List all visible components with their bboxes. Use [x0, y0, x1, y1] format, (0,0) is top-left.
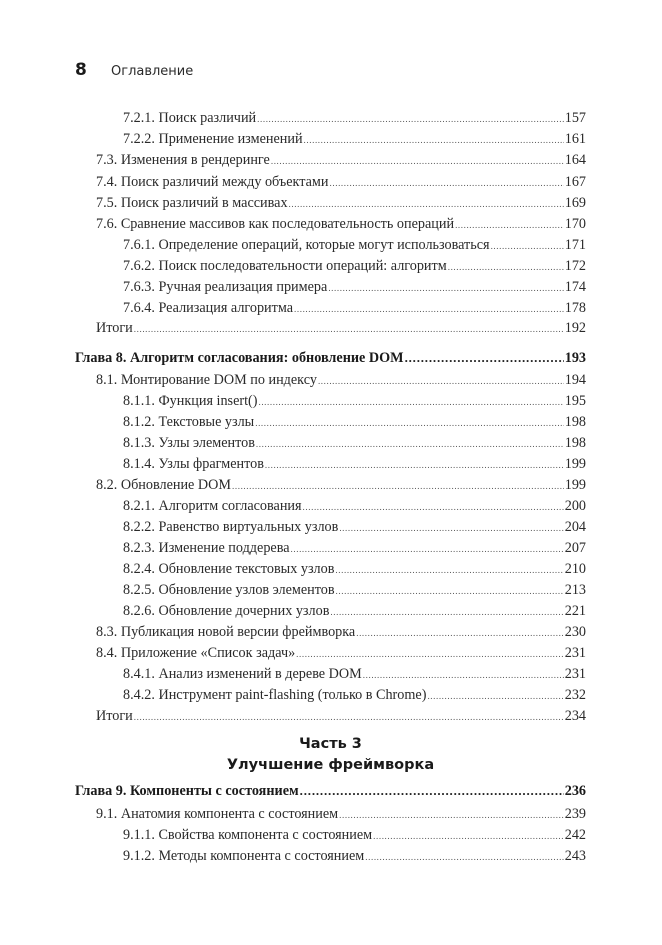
toc-entry-page: 234: [564, 708, 586, 724]
toc-entry-page: 199: [564, 477, 586, 493]
running-head: [75, 60, 193, 82]
part-title: Улучшение фреймворка: [226, 757, 435, 773]
dot-leader: [257, 109, 564, 129]
dot-leader: [491, 236, 564, 256]
toc-entry-page: 231: [564, 666, 586, 682]
toc-entry: [75, 706, 586, 726]
toc-entry: [75, 391, 586, 411]
toc-entry: [75, 580, 586, 600]
toc-entry-page: 199: [564, 456, 586, 472]
toc-entry-page: 221: [564, 603, 586, 619]
dot-leader: [304, 130, 564, 150]
dot-leader: [294, 299, 564, 319]
toc-entry: [75, 601, 586, 621]
toc-entry-label: Итоги: [96, 708, 133, 724]
dot-leader: [271, 151, 564, 171]
dot-leader: [339, 518, 563, 538]
toc-entry: [75, 664, 586, 684]
toc-entry-label: Глава 9. Компоненты с состоянием: [75, 783, 299, 799]
dot-leader: [373, 826, 564, 846]
toc-entry: [75, 256, 586, 276]
toc-entry-page: 164: [564, 152, 586, 168]
toc-entry-label: 7.4. Поиск различий между объектами: [96, 174, 329, 190]
dot-leader: [330, 602, 563, 622]
toc-entry-page: 172: [564, 258, 586, 274]
toc-entry-page: 178: [564, 300, 586, 316]
toc-entry-label: 8.2.3. Изменение поддерева: [123, 540, 290, 556]
toc-entry-label: 7.6.1. Определение операций, которые могут использоваться: [123, 237, 490, 253]
dot-leader: [336, 581, 564, 601]
toc-entry-page: 193: [564, 350, 586, 366]
dot-leader: [258, 392, 563, 412]
dot-leader: [255, 413, 563, 433]
toc-entry-page: 174: [564, 279, 586, 295]
toc-entry-label: 8.2.4. Обновление текстовых узлов: [123, 561, 335, 577]
toc-entry-page: 171: [564, 237, 586, 253]
toc-entry: [75, 643, 586, 663]
dot-leader: [265, 455, 564, 475]
toc-entry-label: 8.4.1. Анализ изменений в дереве DOM: [123, 666, 362, 682]
toc-entry-label: 8.2.6. Обновление дочерних узлов: [123, 603, 330, 619]
toc-entry-label: 7.5. Поиск различий в массивах: [96, 195, 288, 211]
toc-entry-label: 8.1.1. Функция insert(): [123, 393, 258, 409]
dot-leader: [291, 539, 564, 559]
dot-leader: [356, 623, 563, 643]
toc-entry-page: 198: [564, 414, 586, 430]
toc-entry: [75, 193, 586, 213]
toc-entry-label: 8.4. Приложение «Список задач»: [96, 645, 296, 661]
toc-entry-label: Глава 8. Алгоритм согласования: обновление DOM: [75, 350, 404, 366]
dot-leader: [256, 434, 564, 454]
dot-leader: [289, 194, 564, 214]
toc-entry-label: 8.2.2. Равенство виртуальных узлов: [123, 519, 339, 535]
toc-entry-label: 7.6.2. Поиск последовательности операций: алгоритм: [123, 258, 447, 274]
toc-entry-page: 243: [564, 848, 586, 864]
toc-entry-page: 195: [564, 393, 586, 409]
toc-entry: [75, 235, 586, 255]
toc-entry-label: 8.4.2. Инструмент paint-flashing (только в Chrome): [123, 687, 427, 703]
toc-entry-page: 198: [564, 435, 586, 451]
toc-entry-label: 7.6.4. Реализация алгоритма: [123, 300, 294, 316]
toc-entry-label: 8.1.2. Текстовые узлы: [123, 414, 255, 430]
running-head-title: Оглавление: [111, 64, 194, 79]
toc-entry-label: 9.1.2. Методы компонента с состоянием: [123, 848, 365, 864]
toc-entry-page: 200: [564, 498, 586, 514]
toc-entry-label: 8.2.1. Алгоритм согласования: [123, 498, 302, 514]
dot-leader: [232, 476, 564, 496]
dot-leader: [455, 215, 564, 235]
part-number: Часть 3: [299, 736, 362, 752]
dot-leader: [339, 805, 564, 825]
toc-entry: [75, 454, 586, 474]
toc-entry: [75, 412, 586, 432]
toc-entry-page: 167: [564, 174, 586, 190]
dot-leader: [335, 560, 563, 580]
toc-entry-page: 192: [564, 320, 586, 336]
toc-entry-label: 8.1.4. Узлы фрагментов: [123, 456, 264, 472]
toc-entry-page: 207: [564, 540, 586, 556]
toc-entry-label: 7.2.2. Применение изменений: [123, 131, 303, 147]
dot-leader: [303, 497, 564, 517]
dot-leader: [296, 644, 564, 664]
toc-entry: [75, 496, 586, 516]
dot-leader: [134, 319, 564, 339]
toc-entry-page: 230: [564, 624, 586, 640]
toc-entry-label: 9.1.1. Свойства компонента с состоянием: [123, 827, 373, 843]
dot-leader: [328, 278, 563, 298]
toc-entry: [75, 318, 586, 338]
toc-entry-label: 8.2. Обновление DOM: [96, 477, 232, 493]
toc-entry-page: 239: [564, 806, 586, 822]
toc-entry-label: 8.3. Публикация новой версии фреймворка: [96, 624, 356, 640]
toc-entry: [75, 538, 586, 558]
toc-entry: [75, 475, 586, 495]
toc-entry-page: 157: [564, 110, 586, 126]
toc-entry: [75, 129, 586, 149]
toc-entry: [75, 559, 586, 579]
dot-leader: [448, 257, 564, 277]
toc-entry: [75, 622, 586, 642]
dot-leader: [300, 781, 564, 801]
toc-entry: [75, 370, 586, 390]
dot-leader: [363, 665, 564, 685]
page-number: 8: [75, 60, 87, 80]
toc-entry-label: 9.1. Анатомия компонента с состоянием: [96, 806, 339, 822]
toc-entry: [75, 846, 586, 866]
toc-entry-label: Итоги: [96, 320, 133, 336]
toc-entry-label: 7.2.1. Поиск различий: [123, 110, 257, 126]
toc-entry: [75, 277, 586, 297]
toc-entry-label: 8.1. Монтирование DOM по индексу: [96, 372, 317, 388]
toc-entry-page: 161: [564, 131, 586, 147]
toc-entry-page: 231: [564, 645, 586, 661]
toc-entry-label: 7.3. Изменения в рендеринге: [96, 152, 270, 168]
toc-entry: [75, 517, 586, 537]
toc-chapter-entry: [75, 781, 586, 801]
dot-leader: [134, 707, 564, 727]
toc-entry-page: 242: [564, 827, 586, 843]
dot-leader: [365, 847, 563, 867]
toc-entry-page: 232: [564, 687, 586, 703]
toc-entry: [75, 825, 586, 845]
toc-entry-page: 169: [564, 195, 586, 211]
toc-entry-label: 7.6. Сравнение массивов как последовательность операций: [96, 216, 455, 232]
toc-entry-label: 8.1.3. Узлы элементов: [123, 435, 255, 451]
toc-entry: [75, 172, 586, 192]
toc-entry: [75, 150, 586, 170]
toc-entry: [75, 804, 586, 824]
toc-entry-label: 8.2.5. Обновление узлов элементов: [123, 582, 335, 598]
toc-entry: [75, 214, 586, 234]
toc-entry-page: 210: [564, 561, 586, 577]
toc-entry-page: 170: [564, 216, 586, 232]
toc-entry-page: 194: [564, 372, 586, 388]
toc-entry-page: 204: [564, 519, 586, 535]
toc-entry-label: 7.6.3. Ручная реализация примера: [123, 279, 328, 295]
toc-entry: [75, 108, 586, 128]
dot-leader: [405, 348, 564, 368]
toc-chapter-entry: [75, 348, 586, 368]
toc-entry: [75, 433, 586, 453]
dot-leader: [427, 686, 563, 706]
dot-leader: [318, 371, 564, 391]
toc-entry-page: 213: [564, 582, 586, 598]
toc-entry: [75, 685, 586, 705]
toc-entry-page: 236: [564, 783, 586, 799]
dot-leader: [330, 173, 564, 193]
toc-entry: [75, 298, 586, 318]
